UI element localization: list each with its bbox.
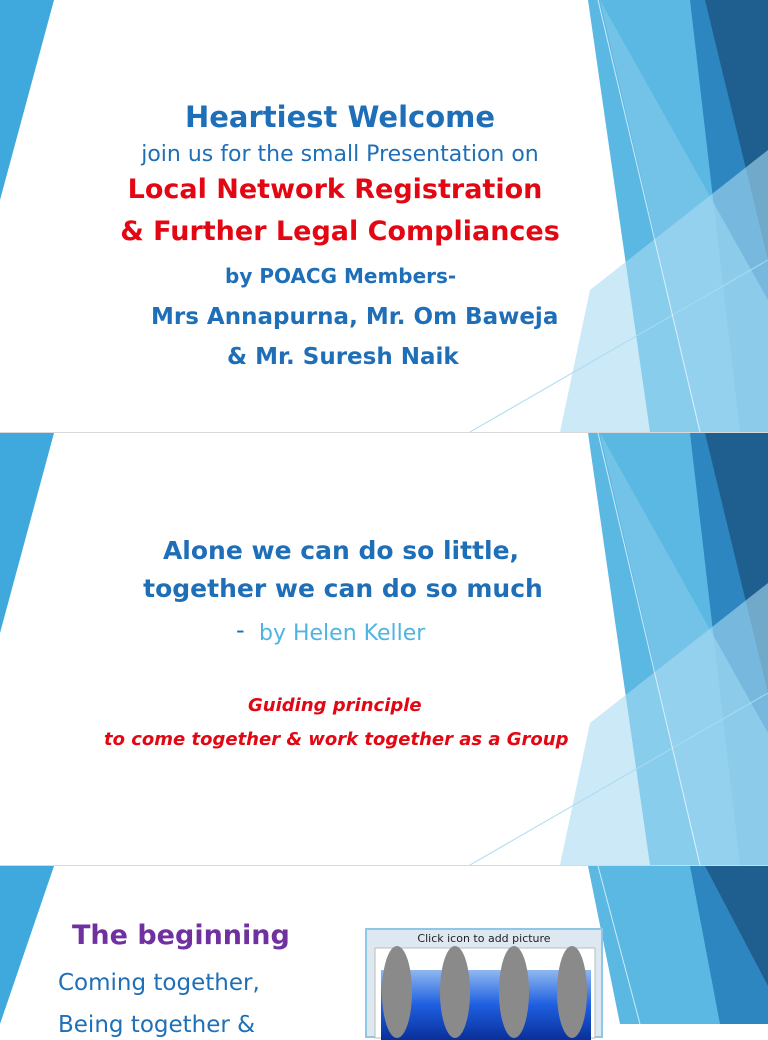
quote-line-1: Alone we can do so little, bbox=[162, 536, 520, 565]
slide-beginning bbox=[0, 866, 768, 1038]
quote-author: by Helen Keller bbox=[259, 621, 426, 646]
principle-heading: Guiding principle bbox=[248, 695, 422, 716]
presenter-names-1: Mrs Annapurna, Mr. Om Baweja bbox=[151, 304, 559, 330]
presenter-intro: by POACG Members- bbox=[225, 264, 457, 288]
slide-welcome bbox=[0, 0, 768, 432]
welcome-title: Heartiest Welcome bbox=[184, 100, 496, 134]
beginning-title: The beginning bbox=[72, 920, 290, 951]
topic-line-1: Local Network Registration bbox=[127, 174, 543, 205]
picture-placeholder-caption: Click icon to add picture bbox=[417, 932, 551, 945]
quote-line-2: together we can do so much bbox=[143, 574, 543, 603]
beginning-body-2: Being together & bbox=[58, 1012, 256, 1038]
topic-line-2: & Further Legal Compliances bbox=[120, 216, 560, 247]
principle-text: to come together & work together as a Group bbox=[104, 729, 569, 750]
picture-placeholder[interactable] bbox=[365, 928, 603, 1038]
quote-dash: - bbox=[236, 616, 245, 644]
beginning-body-1: Coming together, bbox=[58, 970, 260, 996]
picture-icon bbox=[367, 930, 605, 1040]
presenter-names-2: & Mr. Suresh Naik bbox=[227, 344, 459, 370]
welcome-subtitle: join us for the small Presentation on bbox=[141, 142, 539, 167]
slide-quote bbox=[0, 433, 768, 865]
slide-decoration bbox=[0, 433, 768, 865]
